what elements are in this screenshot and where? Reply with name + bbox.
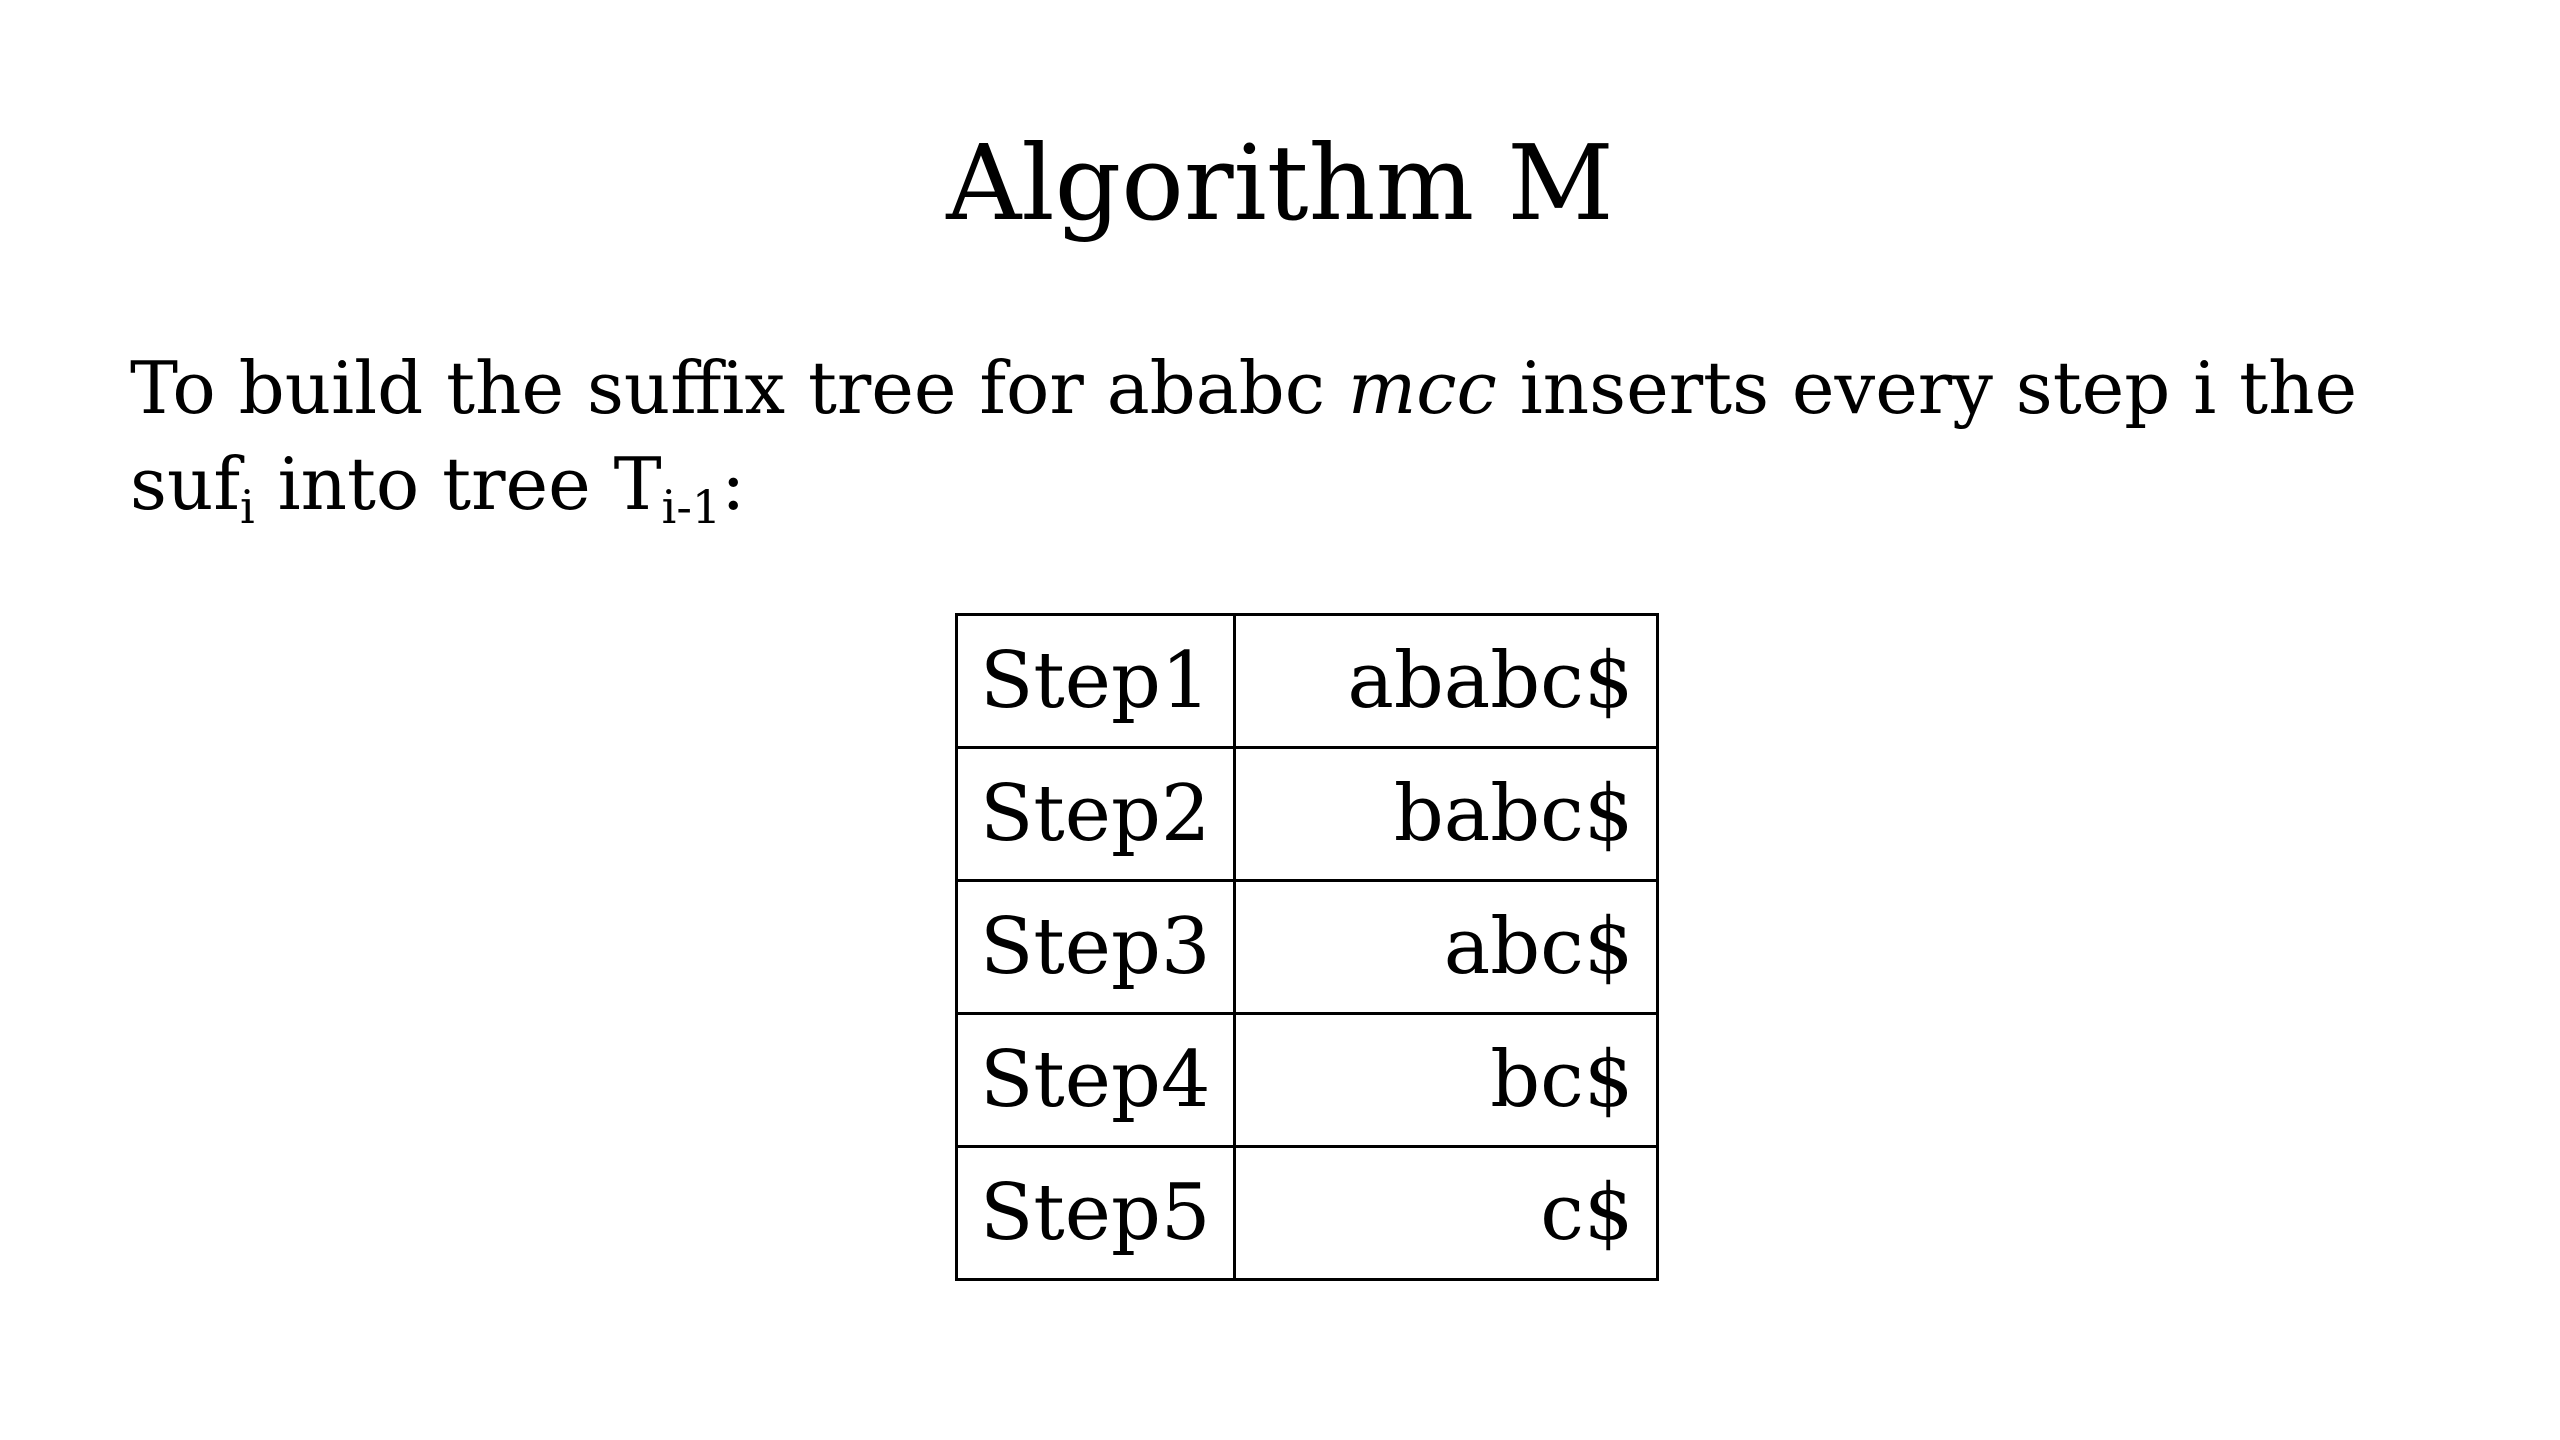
table-row xyxy=(957,881,1658,1014)
table-row xyxy=(957,1147,1658,1280)
step-cell: Step5 xyxy=(957,1147,1235,1280)
intro-paragraph xyxy=(130,340,2450,532)
suffix-cell: ababc$ xyxy=(1234,615,1657,748)
intro-text-3: into tree T xyxy=(254,442,662,526)
slide-title: Algorithm M xyxy=(946,122,1614,244)
intro-text-4: : xyxy=(721,442,746,526)
intro-subscript-i: i xyxy=(239,480,255,534)
steps-table-container xyxy=(955,613,1659,1281)
suffix-cell: c$ xyxy=(1234,1147,1657,1280)
suffix-cell: babc$ xyxy=(1234,748,1657,881)
intro-text-2: inserts every step i the suf xyxy=(130,346,2358,526)
step-cell: Step4 xyxy=(957,1014,1235,1147)
table-row xyxy=(957,615,1658,748)
suffix-cell: bc$ xyxy=(1234,1014,1657,1147)
step-cell: Step2 xyxy=(957,748,1235,881)
intro-subscript-i-minus-1: i-1 xyxy=(661,480,722,534)
table-row xyxy=(957,1014,1658,1147)
suffix-cell: abc$ xyxy=(1234,881,1657,1014)
step-cell: Step1 xyxy=(957,615,1235,748)
steps-table xyxy=(955,613,1659,1281)
intro-text-1: To build the suffix tree for ababc xyxy=(130,346,1348,430)
table-row xyxy=(957,748,1658,881)
step-cell: Step3 xyxy=(957,881,1235,1014)
intro-emphasis: mcc xyxy=(1347,346,1497,430)
